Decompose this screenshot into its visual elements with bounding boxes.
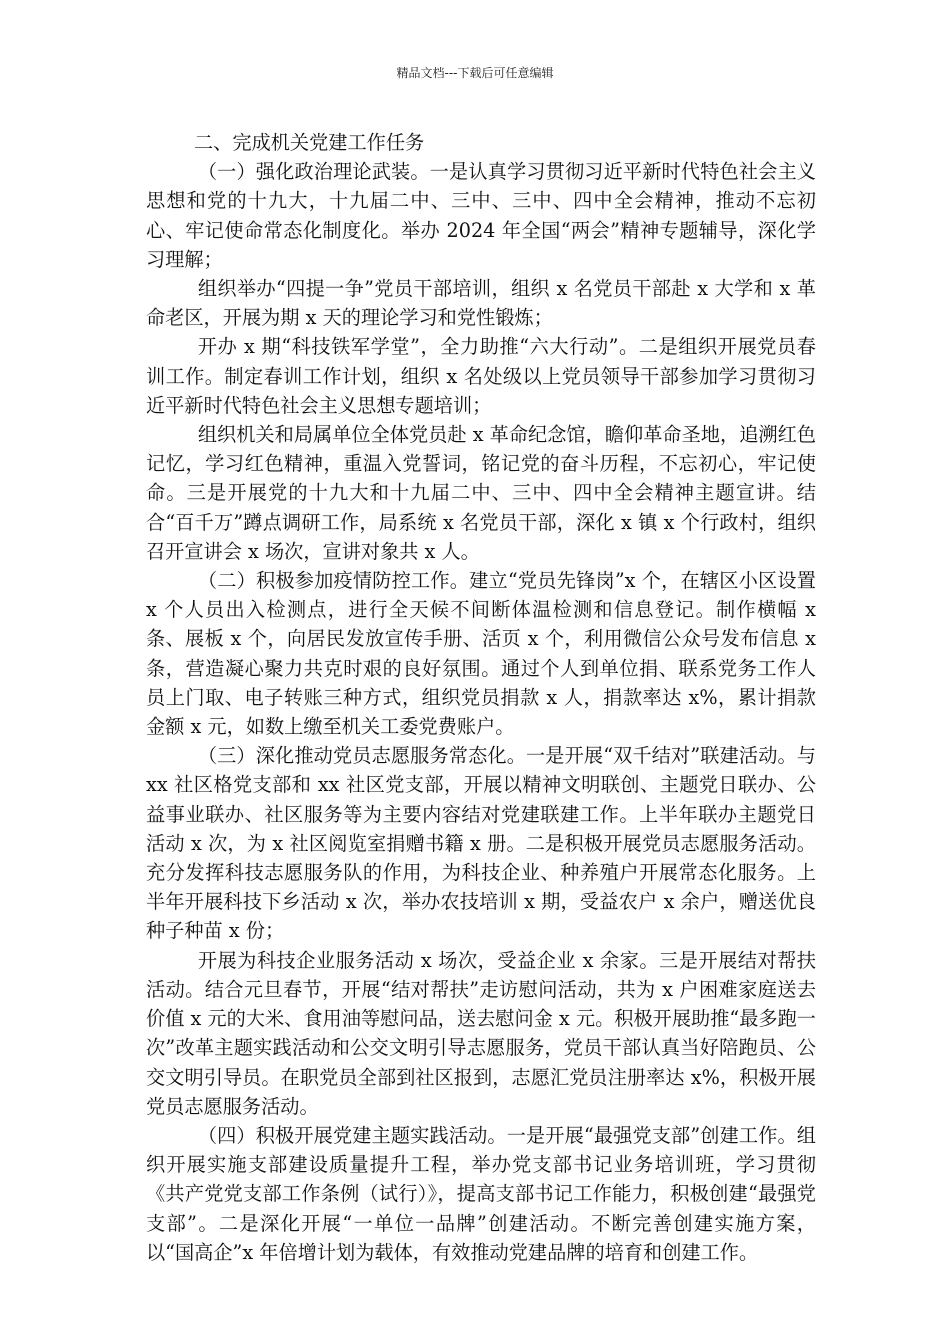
paragraph-1: （一）强化政治理论武装。一是认真学习贯彻习近平新时代特色社会主义思想和党的十九大，十九届二中、三中、三中、四中全会精神，推动不忘初心、牢记使命常态化制度化。举办 2024 年全国“两会”精神专题辅导，深化学习理解； (146, 160, 816, 271)
paragraph-5: （二）积极参加疫情防控工作。建立“党员先锋岗”x 个，在辖区小区设置 x 个人员出入检测点，进行全天候不间断体温检测和信息登记。制作横幅 x 条、展板 x 个，向居民发放宣传手册、活页 x 个，利用微信公众号发布信息 x 条，营造凝心聚力共克时艰的良好氛围。通过个人到单位捐、联系党务工作人员上门取、电子转账三种方式，组织党员捐款 x 人，捐款率达 x%，累计捐款金额 x 元，如数上缴至机关工委党费账户。 (146, 569, 816, 739)
document-body (146, 128, 816, 1267)
paragraph-8: （四）积极开展党建主题实践活动。一是开展“最强党支部”创建工作。组织开展实施支部建设质量提升工程，举办党支部书记业务培训班，学习贯彻《共产党党支部工作条例（试行）》，提高支部书记工作能力，积极创建“最强党支部”。二是深化开展“一单位一品牌”创建活动。不断完善创建实施方案，以“国高企”x 年倍增计划为载体，有效推动党建品牌的培育和创建工作。 (146, 1123, 816, 1264)
paragraph-4: 组织机关和局属单位全体党员赴 x 革命纪念馆，瞻仰革命圣地，追溯红色记忆，学习红色精神，重温入党誓词，铭记党的奋斗历程，不忘初心，牢记使命。三是开展党的十九大和十九届二中、三中、四中全会精神主题宣讲。结合“百千万”蹲点调研工作，局系统 x 名党员干部，深化 x 镇 x 个行政村，组织召开宣讲会 x 场次，宣讲对象共 x 人。 (146, 423, 816, 563)
page-header: 精品文档---下载后可任意编辑 (396, 66, 554, 80)
paragraph-7: 开展为科技企业服务活动 x 场次，受益企业 x 余家。三是开展结对帮扶活动。结合元旦春节，开展“结对帮扶”走访慰问活动，共为 x 户困难家庭送去价值 x 元的大米、食用油等慰问品，送去慰问金 x 元。积极开展助推“最多跑一次”改革主题实践活动和公交文明引导志愿服务，党员干部认真当好陪跑员、公交文明引导员。在职党员全部到社区报到，志愿汇党员注册率达 x%，积极开展党员志愿服务活动。 (146, 948, 816, 1118)
paragraph-3: 开办 x 期“科技铁军学堂”，全力助推“六大行动”。二是组织开展党员春训工作。制定春训工作计划，组织 x 名处级以上党员领导干部参加学习贯彻习近平新时代特色社会主义思想专题培训； (146, 335, 816, 417)
section-heading: 二、完成机关党建工作任务 (194, 131, 425, 154)
paragraph-2: 组织举办“四提一争”党员干部培训，组织 x 名党员干部赴 x 大学和 x 革命老区，开展为期 x 天的理论学习和党性锻炼； (146, 277, 816, 330)
paragraph-6: （三）深化推动党员志愿服务常态化。一是开展“双千结对”联建活动。与 xx 社区格党支部和 xx 社区党支部，开展以精神文明联创、主题党日联办、公益事业联办、社区服务等为主要内容结对党建联建工作。上半年联办主题党日活动 x 次，为 x 社区阅览室捐赠书籍 x 册。二是积极开展党员志愿服务活动。充分发挥科技志愿服务队的作用，为科技企业、种养殖户开展常态化服务。上半年开展科技下乡活动 x 次，举办农技培训 x 期，受益农户 x 余户，赠送优良种子种苗 x 份； (146, 744, 816, 943)
